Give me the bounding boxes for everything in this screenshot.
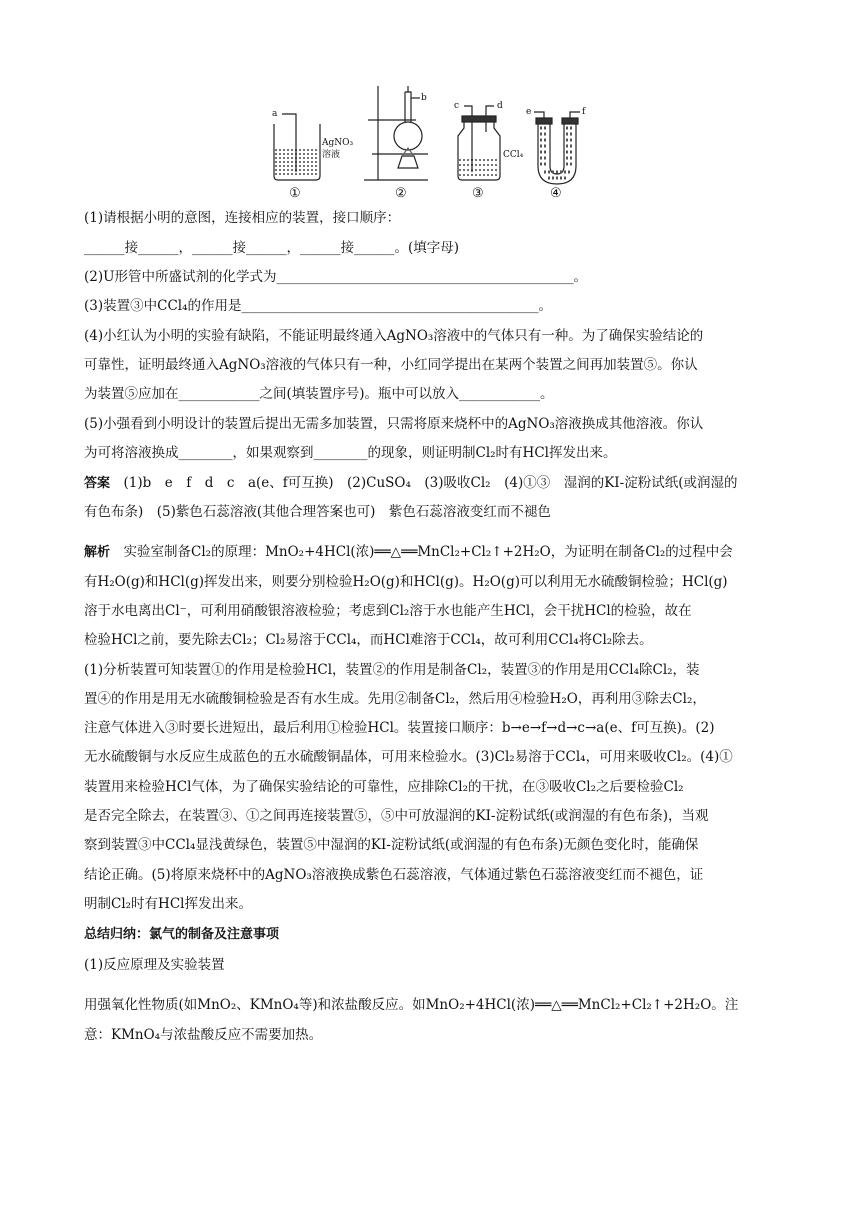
label-b: b	[421, 93, 427, 103]
summary-line-2: 意：KMnO₄与浓盐酸反应不需要加热。	[84, 1027, 323, 1043]
apparatus-figure	[268, 84, 608, 202]
question-4-line-3: 为装置⑤应加在____________之间(填装置序号)。瓶中可以放入____________。	[84, 386, 554, 402]
apparatus-number-3: ③	[472, 186, 484, 201]
analysis-line-4: 检验HCl之前，要先除去Cl₂；Cl₂易溶于CCl₄，而HCl难溶于CCl₄，故可利用CCl₄将Cl₂除去。	[84, 632, 653, 648]
analysis-line-12: 结论正确。(5)将原来烧杯中的AgNO₃溶液换成紫色石蕊溶液，气体通过紫色石蕊溶液变红而不褪色，证	[84, 867, 704, 883]
question-1-blanks: ______接______，______接______，______接______。(填字母)	[84, 240, 460, 256]
analysis-line-13: 明制Cl₂时有HCl挥发出来。	[84, 896, 252, 912]
question-2: (2)U形管中所盛试剂的化学式为____________________________________________。	[84, 269, 587, 285]
label-a: a	[272, 109, 278, 119]
u-tube-apparatus-4	[534, 112, 580, 184]
analysis-line-3: 溶于水电离出Cl⁻，可利用硝酸银溶液检验；考虑到Cl₂溶于水也能产生HCl，会干扰HCl的检验，故在	[84, 603, 692, 619]
analysis-line-6: 置④的作用是用无水硫酸铜检验是否有水生成。先用②制备Cl₂，然后用④检验H₂O，再利用③除去Cl₂，	[84, 691, 706, 707]
summary-title: 总结归纳：氯气的制备及注意事项	[84, 927, 280, 942]
apparatus-number-1: ①	[289, 186, 301, 201]
label-solution: 溶液	[322, 150, 341, 160]
label-f: f	[582, 107, 586, 117]
apparatus-drawing	[268, 84, 608, 202]
question-5-line-1: (5)小强看到小明设计的装置后提出无需多加装置，只需将原来烧杯中的AgNO₃溶液换成其他溶液。你认	[84, 416, 704, 432]
summary-line-1: 用强氧化性物质(如MnO₂、KMnO₄等)和浓盐酸反应。如MnO₂+4HCl(浓)══△══MnCl₂+Cl₂↑+2H₂O。注	[84, 997, 739, 1013]
analysis-line-5: (1)分析装置可知装置①的作用是检验HCl，装置②的作用是制备Cl₂，装置③的作用是用CCl₄除Cl₂，装	[84, 662, 700, 678]
analysis-line-2: 有H₂O(g)和HCl(g)挥发出来，则要分别检验H₂O(g)和HCl(g)。H₂O(g)可以利用无水硫酸铜检验；HCl(g)	[84, 574, 728, 590]
beaker-apparatus-1	[274, 114, 320, 180]
analysis-label: 解析	[84, 545, 111, 560]
question-3: (3)装置③中CCl₄的作用是____________________________________________。	[84, 298, 553, 314]
analysis-line-1	[84, 543, 780, 562]
label-ccl4: CCl₄	[503, 150, 524, 160]
label-d: d	[497, 101, 503, 111]
question-5-line-2: 为可将溶液换成________，如果观察到________的现象，则证明制Cl₂时有HCl挥发出来。	[84, 445, 617, 461]
analysis-line-7: 注意气体进入③时要长进短出，最后利用①检验HCl。装置接口顺序：b→e→f→d→c→a(e、f可互换)。(2)	[84, 720, 715, 736]
apparatus-number-2: ②	[395, 186, 407, 201]
answer-text-1: (1)b e f d c a(e、f可互换) (2)CuSO₄ (3)吸收Cl₂ (4)①③ 湿润的KI-淀粉试纸(或润湿的	[123, 475, 738, 491]
summary-subtitle: (1)反应原理及实验装置	[84, 957, 225, 973]
generator-apparatus-2	[364, 86, 428, 180]
analysis-line-10: 是否完全除去，在装置③、①之间再连接装置⑤，⑤中可放湿润的KI-淀粉试纸(或润湿的有色布条)，当观	[84, 808, 709, 824]
question-4-line-2: 可靠性，证明最终通入AgNO₃溶液的气体只有一种，小红同学提出在某两个装置之间再加装置⑤。你认	[84, 357, 698, 373]
analysis-line-8: 无水硫酸铜与水反应生成蓝色的五水硫酸铜晶体，可用来检验水。(3)Cl₂易溶于CCl₄，可用来吸收Cl₂。(4)①	[84, 749, 733, 765]
answer-line-1	[84, 474, 780, 493]
label-agno3: AgNO₃	[322, 138, 354, 148]
analysis-text-1: 实验室制备Cl₂的原理：MnO₂+4HCl(浓)══△══MnCl₂+Cl₂↑+2H₂O，为证明在制备Cl₂的过程中会	[123, 544, 733, 560]
wash-bottle-apparatus-3	[458, 106, 500, 180]
answer-line-2: 有色布条) (5)紫色石蕊溶液(其他合理答案也可) 紫色石蕊溶液变红而不褪色	[84, 504, 551, 520]
answer-label: 答案	[84, 476, 111, 491]
question-1: (1)请根据小明的意图，连接相应的装置，接口顺序：	[84, 210, 401, 226]
analysis-line-9: 装置用来检验HCl气体，为了确保实验结论的可靠性，应排除Cl₂的干扰，在③吸收Cl₂之后要检验Cl₂	[84, 779, 684, 795]
question-4-line-1: (4)小红认为小明的实验有缺陷，不能证明最终通入AgNO₃溶液中的气体只有一种。为了确保实验结论的	[84, 328, 704, 344]
label-c: c	[454, 101, 460, 111]
apparatus-number-4: ④	[550, 186, 562, 201]
analysis-line-11: 察到装置③中CCl₄显浅黄绿色，装置⑤中湿润的KI-淀粉试纸(或润湿的有色布条)无颜色变化时，能确保	[84, 837, 699, 853]
label-e: e	[526, 107, 532, 117]
